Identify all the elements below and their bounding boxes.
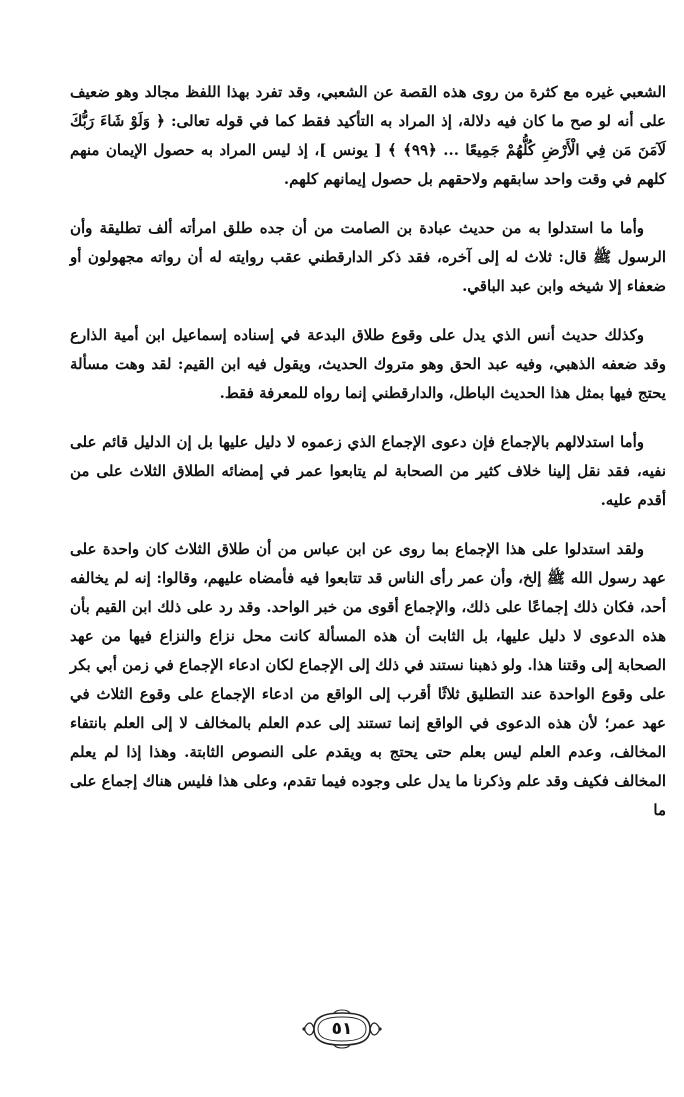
page-number-ornament	[300, 1008, 384, 1050]
paragraph-4: وأما استدلالهم بالإجماع فإن دعوى الإجماع الذي زعموه لا دليل عليها بل إن الدليل قائم على نفيه، فقد نقل إلينا خلاف كثير من الصحابة لم يتابعوا عمر في إمضائه الطلاق الثلاث على من أقدم عليه.	[70, 433, 666, 509]
paragraph-5: ولقد استدلوا على هذا الإجماع بما روى عن ابن عباس من أن طلاق الثلاث كان واحدة على عهد رسول الله ﷺ إلخ، وأن عمر رأى الناس قد تتابعوا فيه فأمضاه عليهم، وقالوا: إنه لم يخالفه أحد، فكان ذلك إجماعًا على ذلك، والإجماع أقوى من خبر الواحد. وقد رد على ذلك ابن القيم بأن هذه الدعوى لا دليل عليها، بل الثابت أن هذه المسألة كانت محل نزاع والنزاع فيها من عهد الصحابة إلى وقتنا هذا. ولو ذهبنا نستند في ذلك إلى الإجماع لكان ادعاء الإجماع في زمن أبي بكر على وقوع الواحدة عند التطليق ثلاثًا أقرب إلى الواقع من ادعاء الإجماع على وقوع الثلاث في عهد عمر؛ لأن هذه الدعوى في الواقع إنما تستند إلى عدم العلم بالمخالف لا إلى العلم بانتفاء المخالف، وعدم العلم ليس بعلم حتى يحتج به ويقدم على النصوص الثابتة. وهذا إذا لم يعلم المخالف فكيف وقد علم وذكرنا ما يدل على وجوده فيما تقدم، وعلى هذا فليس هناك إجماع على ما	[70, 540, 666, 819]
paragraph-1: الشعبي غيره مع كثرة من روى هذه القصة عن الشعبي، وقد تفرد بهذا اللفظ مجالد وهو ضعيف على أنه لو صح ما كان فيه دلالة، إذ المراد به التأكيد فقط كما في قوله تعالى: ﴿ وَلَوْ شَاءَ رَبُّكَ لَآمَنَ مَن فِي الْأَرْضِ كُلُّهُمْ جَمِيعًا ... ﴿٩٩﴾ ﴾ [ يونس ]، إذ ليس المراد به حصول الإيمان منهم كلهم في وقت واحد سابقهم ولاحقهم بل حصول إيمانهم كلهم.	[70, 83, 666, 188]
body-text	[70, 78, 666, 845]
paragraph-2: وأما ما استدلوا به من حديث عبادة بن الصامت من أن جده طلق امرأته ألف تطليقة وأن الرسول ﷺ قال: ثلاث له إلى آخره، فقد ذكر الدارقطني عقب روايته له أن رواته مجهولون أو ضعفاء إلا شيخه وابن عبد الباقي.	[70, 219, 666, 295]
page-number: ٥١	[331, 1019, 353, 1039]
paragraph-3: وكذلك حديث أنس الذي يدل على وقوع طلاق البدعة في إسناده إسماعيل ابن أمية الذارع وقد ضعفه الذهبي، وفيه عبد الحق وهو متروك الحديث، ويقول فيه ابن القيم: لقد وهت مسألة يحتج فيها بمثل هذا الحديث الباطل، والدارقطني إنما رواه للمعرفة فقط.	[70, 326, 666, 402]
